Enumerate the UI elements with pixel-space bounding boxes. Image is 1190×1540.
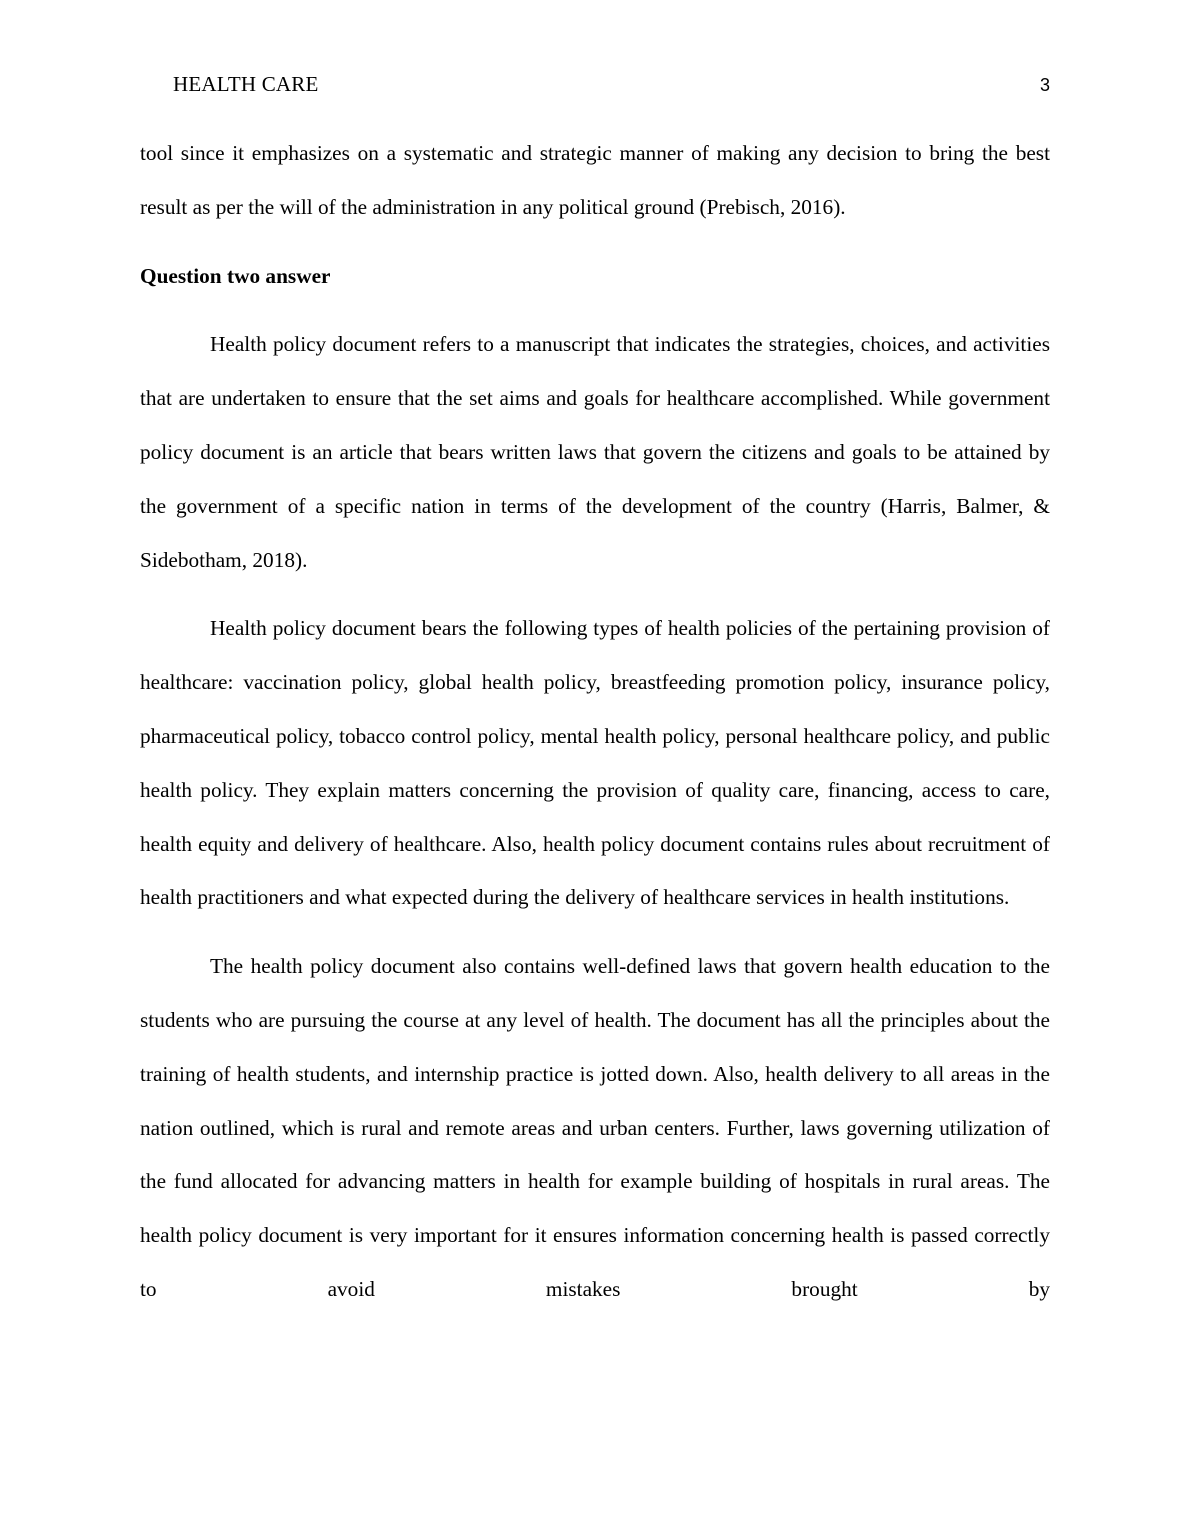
paragraph-education-laws: The health policy document also contains well-defined laws that govern health education to the students who are pursuing the course at any level of health. The document has all the principles about the training of health students, and internship practice is jotted down. Also, health delivery to all areas in the nation outlined, which is rural and remote areas and urban centers. Further, laws governing utilization of the fund allocated for advancing matters in health for example building of hospitals in rural areas. The health policy document is very important for it ensures information concerning health is passed correctly to avoid mistakes brought by: [140, 954, 1050, 1301]
paragraph-definition: Health policy document refers to a manuscript that indicates the strategies, choices, and activities that are undertaken to ensure that the set aims and goals for healthcare accomplished. While government policy document is an article that bears written laws that govern the citizens and goals to be attained by the government of a specific nation in terms of the development of the country (Harris, Balmer, & Sidebotham, 2018).: [140, 332, 1050, 572]
continuation-paragraph: tool since it emphasizes on a systematic and strategic manner of making any decision to bring the best result as per the will of the administration in any political ground (Prebisch, 2016).: [140, 141, 1050, 219]
page-number: 3: [1039, 75, 1050, 95]
paragraph-policy-types: Health policy document bears the following types of health policies of the pertaining provision of healthcare: vaccination policy, global health policy, breastfeeding promotion policy, insurance policy, pharmaceutical policy, tobacco control policy, mental health policy, personal healthcare policy, and public health policy. They explain matters concerning the provision of quality care, financing, access to care, health equity and delivery of healthcare. Also, health policy document contains rules about recruitment of health practitioners and what expected during the delivery of healthcare services in health institutions.: [140, 616, 1050, 910]
body-text: [140, 127, 1050, 1332]
section-heading: Question two answer: [140, 263, 331, 288]
running-head: HEALTH CARE: [173, 72, 319, 96]
